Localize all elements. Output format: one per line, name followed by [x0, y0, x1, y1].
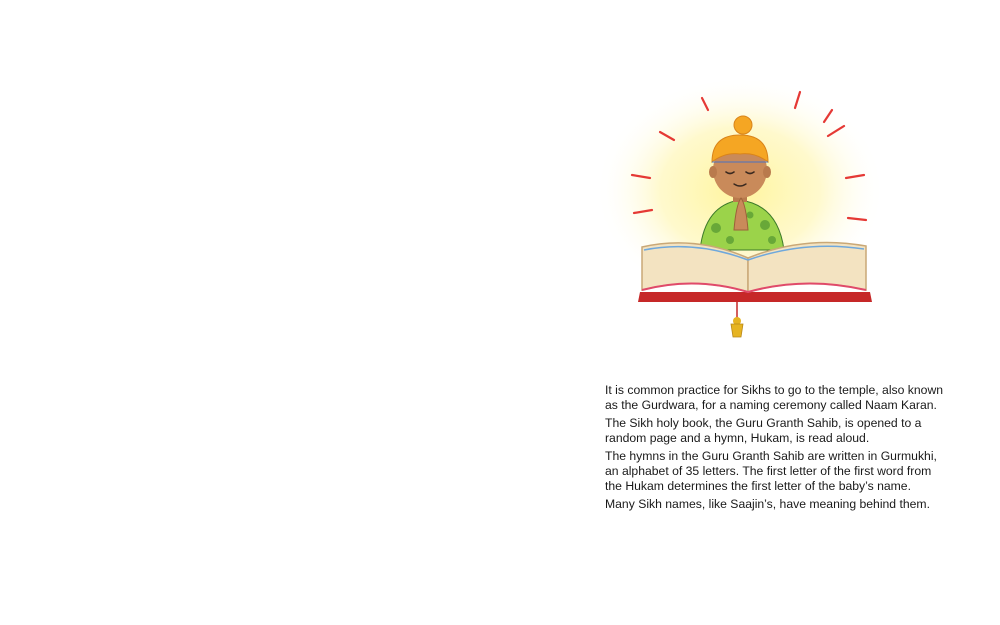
paragraph-holy-book: The Sikh holy book, the Guru Granth Sahib, is opened to a random page and a hymn, Hukam, is read aloud.	[605, 416, 922, 445]
paragraph-name-meaning: Many Sikh names, like Saajin’s, have meaning behind them.	[605, 497, 930, 512]
story-text	[605, 383, 945, 516]
praying-child-image	[600, 80, 900, 350]
praying-child-illustration	[600, 80, 900, 350]
paragraph-naming-ceremony: It is common practice for Sikhs to go to the temple, also known as the Gurdwara, for a naming ceremony called Naam Karan.	[605, 383, 944, 412]
paragraph-gurmukhi: The hymns in the Guru Granth Sahib are written in Gurmukhi, an alphabet of 35 letters. The first letter of the first word from the Hukam determines the first letter of the baby’s name.	[605, 449, 937, 493]
turban-knot	[734, 116, 752, 134]
